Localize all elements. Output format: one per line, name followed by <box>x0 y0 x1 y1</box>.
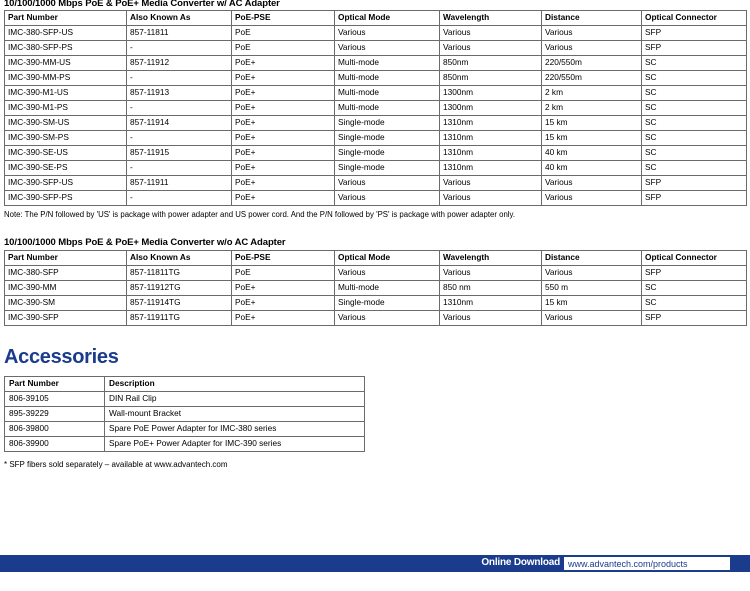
cell-optical-mode: Single-mode <box>335 146 440 161</box>
table-row <box>5 422 365 437</box>
cell-optical-mode: Multi-mode <box>335 71 440 86</box>
cell-wavelength: Various <box>440 41 542 56</box>
spec-table-with-adapter <box>4 10 747 206</box>
column-header: Wavelength <box>440 11 542 26</box>
cell-optical-connector: SC <box>642 131 747 146</box>
cell-optical-mode: Multi-mode <box>335 56 440 71</box>
cell-poe-pse: PoE+ <box>232 86 335 101</box>
cell-wavelength: Various <box>440 26 542 41</box>
cell-part-number: IMC-390-SE-US <box>5 146 127 161</box>
cell-part-number: 895-39229 <box>5 407 105 422</box>
cell-optical-mode: Single-mode <box>335 131 440 146</box>
cell-poe-pse: PoE+ <box>232 161 335 176</box>
cell-distance: 2 km <box>542 101 642 116</box>
column-header: Optical Connector <box>642 251 747 266</box>
cell-part-number: IMC-390-MM-PS <box>5 71 127 86</box>
cell-optical-connector: SC <box>642 56 747 71</box>
cell-optical-connector: SC <box>642 161 747 176</box>
cell-poe-pse: PoE+ <box>232 56 335 71</box>
cell-part-number: IMC-390-SM-US <box>5 116 127 131</box>
cell-part-number: IMC-390-SE-PS <box>5 161 127 176</box>
cell-poe-pse: PoE+ <box>232 311 335 326</box>
cell-optical-connector: SC <box>642 296 747 311</box>
table-row <box>5 161 747 176</box>
cell-optical-connector: SC <box>642 146 747 161</box>
table-row <box>5 146 747 161</box>
table-header-row <box>5 377 365 392</box>
cell-poe-pse: PoE+ <box>232 131 335 146</box>
table-row <box>5 437 365 452</box>
cell-also-known-as: - <box>127 131 232 146</box>
cell-poe-pse: PoE <box>232 41 335 56</box>
cell-poe-pse: PoE+ <box>232 296 335 311</box>
cell-wavelength: 1310nm <box>440 116 542 131</box>
cell-also-known-as: 857-11915 <box>127 146 232 161</box>
cell-also-known-as: - <box>127 101 232 116</box>
cell-distance: 2 km <box>542 86 642 101</box>
cell-distance: Various <box>542 266 642 281</box>
cell-optical-mode: Multi-mode <box>335 101 440 116</box>
cell-part-number: IMC-390-SM-PS <box>5 131 127 146</box>
cell-part-number: IMC-390-M1-PS <box>5 101 127 116</box>
cell-poe-pse: PoE+ <box>232 101 335 116</box>
cell-optical-connector: SFP <box>642 26 747 41</box>
cell-part-number: IMC-390-SFP-US <box>5 176 127 191</box>
cell-distance: 15 km <box>542 116 642 131</box>
page-footer <box>0 555 750 573</box>
accessories-heading: Accessories <box>4 346 119 368</box>
cell-distance: 220/550m <box>542 56 642 71</box>
cell-optical-connector: SC <box>642 116 747 131</box>
column-header: Optical Connector <box>642 11 747 26</box>
cell-poe-pse: PoE <box>232 266 335 281</box>
table-row <box>5 296 747 311</box>
cell-part-number: IMC-380-SFP-PS <box>5 41 127 56</box>
cell-wavelength: 1310nm <box>440 161 542 176</box>
column-header: Also Known As <box>127 11 232 26</box>
section-2-title: 10/100/1000 Mbps PoE & PoE+ Media Converter w/o AC Adapter <box>4 237 286 248</box>
cell-part-number: 806-39105 <box>5 392 105 407</box>
column-header: Also Known As <box>127 251 232 266</box>
cell-also-known-as: 857-11811TG <box>127 266 232 281</box>
cell-optical-connector: SC <box>642 86 747 101</box>
table-row <box>5 26 747 41</box>
cell-distance: 220/550m <box>542 71 642 86</box>
cell-wavelength: 850nm <box>440 56 542 71</box>
spacer <box>0 219 750 237</box>
section-1-note: Note: The P/N followed by 'US' is package with power adapter and US power cord. And the P/N followed by 'PS' is package with power adapter only. <box>4 210 516 219</box>
cell-distance: Various <box>542 26 642 41</box>
cell-optical-connector: SFP <box>642 266 747 281</box>
section-1-title-clip <box>0 0 750 9</box>
cell-wavelength: 1310nm <box>440 296 542 311</box>
table-row <box>5 101 747 116</box>
cell-poe-pse: PoE+ <box>232 116 335 131</box>
cell-part-number: 806-39800 <box>5 422 105 437</box>
cell-also-known-as: 857-11912TG <box>127 281 232 296</box>
cell-optical-mode: Various <box>335 191 440 206</box>
cell-wavelength: Various <box>440 266 542 281</box>
cell-also-known-as: 857-11914 <box>127 116 232 131</box>
cell-part-number: 806-39900 <box>5 437 105 452</box>
cell-optical-connector: SFP <box>642 311 747 326</box>
cell-part-number: IMC-390-M1-US <box>5 86 127 101</box>
cell-part-number: IMC-390-SFP-PS <box>5 191 127 206</box>
cell-distance: 15 km <box>542 296 642 311</box>
table-row <box>5 407 365 422</box>
column-header: Distance <box>542 251 642 266</box>
cell-also-known-as: 857-11911 <box>127 176 232 191</box>
column-header: PoE-PSE <box>232 251 335 266</box>
table-row <box>5 116 747 131</box>
cell-poe-pse: PoE+ <box>232 281 335 296</box>
cell-part-number: IMC-390-MM <box>5 281 127 296</box>
table-row <box>5 131 747 146</box>
cell-wavelength: 1300nm <box>440 86 542 101</box>
online-download-url[interactable]: www.advantech.com/products <box>563 556 731 571</box>
cell-wavelength: 850nm <box>440 71 542 86</box>
table-row <box>5 56 747 71</box>
column-header: Part Number <box>5 377 105 392</box>
cell-poe-pse: PoE+ <box>232 71 335 86</box>
cell-part-number: IMC-380-SFP <box>5 266 127 281</box>
cell-wavelength: 1310nm <box>440 131 542 146</box>
cell-distance: Various <box>542 191 642 206</box>
cell-optical-mode: Various <box>335 176 440 191</box>
cell-optical-mode: Various <box>335 41 440 56</box>
cell-part-number: IMC-390-SM <box>5 296 127 311</box>
cell-part-number: IMC-390-SFP <box>5 311 127 326</box>
cell-poe-pse: PoE <box>232 26 335 41</box>
column-header: Distance <box>542 11 642 26</box>
cell-description: DIN Rail Clip <box>105 392 365 407</box>
cell-poe-pse: PoE+ <box>232 176 335 191</box>
column-header: Optical Mode <box>335 11 440 26</box>
cell-wavelength: Various <box>440 176 542 191</box>
cell-distance: 550 m <box>542 281 642 296</box>
accessories-table <box>4 376 365 452</box>
column-header: Optical Mode <box>335 251 440 266</box>
column-header: Part Number <box>5 11 127 26</box>
cell-optical-connector: SC <box>642 281 747 296</box>
table-header-row <box>5 11 747 26</box>
cell-optical-connector: SFP <box>642 176 747 191</box>
cell-optical-connector: SC <box>642 71 747 86</box>
cell-optical-mode: Single-mode <box>335 161 440 176</box>
cell-also-known-as: - <box>127 191 232 206</box>
column-header: PoE-PSE <box>232 11 335 26</box>
cell-wavelength: 850 nm <box>440 281 542 296</box>
column-header: Description <box>105 377 365 392</box>
cell-optical-mode: Various <box>335 26 440 41</box>
cell-part-number: IMC-380-SFP-US <box>5 26 127 41</box>
cell-optical-mode: Various <box>335 311 440 326</box>
table-row <box>5 281 747 296</box>
table-row <box>5 71 747 86</box>
cell-optical-mode: Various <box>335 266 440 281</box>
cell-also-known-as: 857-11911TG <box>127 311 232 326</box>
cell-also-known-as: 857-11913 <box>127 86 232 101</box>
cell-wavelength: Various <box>440 311 542 326</box>
cell-optical-connector: SC <box>642 101 747 116</box>
cell-distance: 40 km <box>542 161 642 176</box>
accessories-footnote: * SFP fibers sold separately – available at www.advantech.com <box>4 460 228 469</box>
cell-also-known-as: 857-11811 <box>127 26 232 41</box>
table-row <box>5 41 747 56</box>
cell-poe-pse: PoE+ <box>232 191 335 206</box>
column-header: Part Number <box>5 251 127 266</box>
cell-poe-pse: PoE+ <box>232 146 335 161</box>
cell-wavelength: Various <box>440 191 542 206</box>
cell-optical-connector: SFP <box>642 41 747 56</box>
cell-part-number: IMC-390-MM-US <box>5 56 127 71</box>
cell-optical-mode: Multi-mode <box>335 86 440 101</box>
table-row <box>5 311 747 326</box>
table-row <box>5 266 747 281</box>
online-download-label: Online Download <box>481 557 560 568</box>
cell-also-known-as: 857-11912 <box>127 56 232 71</box>
table-row <box>5 392 365 407</box>
table-row <box>5 191 747 206</box>
cell-optical-mode: Single-mode <box>335 296 440 311</box>
cell-distance: Various <box>542 176 642 191</box>
cell-distance: 40 km <box>542 146 642 161</box>
section-1-title: 10/100/1000 Mbps PoE & PoE+ Media Converter w/ AC Adapter <box>4 0 280 9</box>
cell-distance: Various <box>542 41 642 56</box>
cell-also-known-as: 857-11914TG <box>127 296 232 311</box>
cell-optical-connector: SFP <box>642 191 747 206</box>
column-header: Wavelength <box>440 251 542 266</box>
cell-wavelength: 1300nm <box>440 101 542 116</box>
spec-table-without-adapter <box>4 250 747 326</box>
table-row <box>5 86 747 101</box>
cell-distance: Various <box>542 311 642 326</box>
cell-also-known-as: - <box>127 161 232 176</box>
cell-description: Spare PoE Power Adapter for IMC-380 series <box>105 422 365 437</box>
cell-distance: 15 km <box>542 131 642 146</box>
cell-also-known-as: - <box>127 41 232 56</box>
table-header-row <box>5 251 747 266</box>
cell-description: Spare PoE+ Power Adapter for IMC-390 series <box>105 437 365 452</box>
cell-optical-mode: Multi-mode <box>335 281 440 296</box>
cell-description: Wall-mount Bracket <box>105 407 365 422</box>
cell-optical-mode: Single-mode <box>335 116 440 131</box>
cell-wavelength: 1310nm <box>440 146 542 161</box>
cell-also-known-as: - <box>127 71 232 86</box>
table-row <box>5 176 747 191</box>
